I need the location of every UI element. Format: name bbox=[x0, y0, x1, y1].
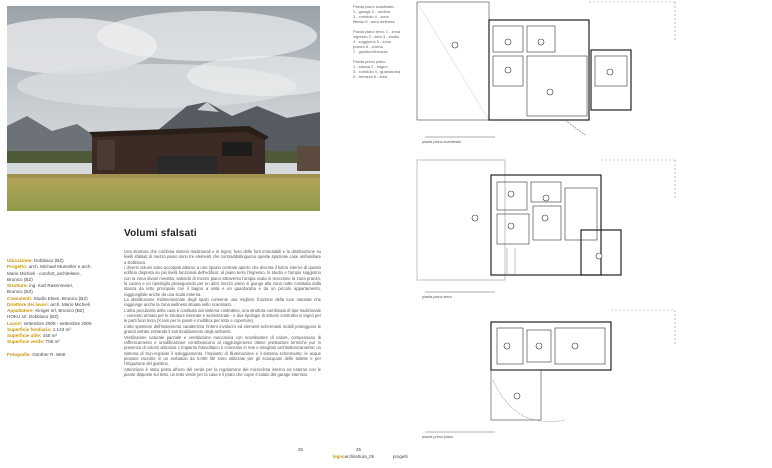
basement-plan bbox=[417, 2, 675, 137]
body-paragraph: La distribuzione tridimensionale degli spazi consente una migliore fruizione della luce naturale che raggiunge anche la zona wellness situata nello scantinato. bbox=[124, 297, 321, 308]
article-body bbox=[124, 249, 321, 377]
metadata-label: Superficie utile: bbox=[7, 333, 42, 338]
metadata-line bbox=[7, 339, 111, 345]
metadata-label: Consulenti: bbox=[7, 295, 33, 301]
legend-line: 3 - corridoio 4 - zona bbox=[353, 14, 389, 19]
metadata-value: ing. Karl Rasenmeier, bbox=[27, 283, 74, 288]
legend-line: Pianta primo piano: bbox=[353, 59, 387, 64]
brand-architettura: architettura_05 bbox=[344, 454, 375, 459]
metadata-value: Dobbiaco (BZ) bbox=[32, 258, 64, 263]
photo-credit bbox=[7, 352, 111, 358]
plan-label-ground: pianta piano terra bbox=[422, 295, 452, 299]
metadata-label: Ubicazione: bbox=[7, 258, 33, 263]
legend-line: 7 - giardino/terrazza bbox=[353, 49, 388, 54]
metadata-label: Appaltatore: bbox=[7, 308, 35, 313]
metadata-label: Superficie fondiaria: bbox=[7, 326, 52, 332]
metadata-value: Mario Michieli - comfort_architekten, bbox=[7, 270, 81, 276]
credit-label: Fotografie: bbox=[7, 351, 31, 357]
legend-line: Pianta piano terra: 1 - zona bbox=[353, 29, 400, 34]
brand-legno: legno bbox=[333, 454, 345, 459]
floor-plans bbox=[415, 0, 720, 463]
first-floor-plan bbox=[425, 310, 675, 432]
credit-value: Günther R. Wett bbox=[31, 351, 66, 357]
metadata-value: HOKU srl, Dobbiaco (BZ) bbox=[7, 314, 59, 320]
legend-line: 4 - soggiorno 5 - zona bbox=[353, 39, 391, 44]
legend-line: Pianta piano scantinato: bbox=[353, 4, 395, 9]
body-paragraph: Attenzione è stata posta all'uso del verde per la regolazione del microclima interno ed esterno con le piante disposte sul tetto, un tetto verde per la casa e il prato che copre il solaio del garage interrato. bbox=[124, 366, 321, 377]
metadata-value: arch. Mario Michieli bbox=[49, 301, 90, 307]
body-paragraph: L'alto spessore dell'isolamento caratterizza l'intero involucro ed elementi schermanti mobili proteggono le grandi vetrate entrando il surriscaldamento degli ambienti. bbox=[124, 323, 321, 335]
metadata-label: Superficie verde: bbox=[7, 339, 45, 345]
legend-group bbox=[353, 59, 415, 79]
section-label: progetti bbox=[393, 454, 408, 459]
plan-legend bbox=[353, 4, 415, 84]
magazine-brand bbox=[333, 454, 374, 459]
metadata-label: Progetto: bbox=[7, 264, 28, 270]
body-paragraph: L'altra peculiarità della casa è costituita dal sistema costruttivo, una struttura combinata di tipo tradizionale - cemento armato per le strutture interrate e seminterrate - e due tipologie di sistemi costruttivi in legno per le parti fuori terra (X-lam per le pareti e multibox per tetto e coperture). bbox=[124, 307, 321, 324]
metadata-label: Direttore dei lavori: bbox=[7, 301, 50, 307]
metadata-value: 706 m² bbox=[44, 339, 60, 345]
metadata-value: Brunico (BZ) bbox=[7, 289, 33, 295]
plan-label-first: pianta primo piano bbox=[422, 435, 454, 439]
legend-line: ingresso 2 - atrio 3 - studio bbox=[353, 34, 400, 39]
body-paragraph: I diversi volumi sono accorpati attorno a uno spazio centrale aperto che diventa il fulcro interno di questo edificio disposto su più livelli funzionali dell'edificio: al piano terra l'ingresso, lo studio e l'ampio soggiorno con la zona divani rivestita; salendo di mezzo piano attraverso l'ampia scala in recezione la zona pranzo, la cucina e un ripostiglio proseguendo per un altro mezzo piano si giunge alla zona notte costituita dalla stanza da letto principale con il bagno a vista e un guardaroba e da un piccolo appartamento, raggiungibile anche da una scala esterna. bbox=[124, 265, 321, 297]
legend-line: 5 - terrazza 6 - area bbox=[353, 74, 388, 79]
page-number-right: 25 bbox=[356, 447, 361, 452]
metadata-value: 445 m² bbox=[41, 333, 58, 338]
metadata-value: Kiniger srl, Brunico (BZ) bbox=[34, 308, 85, 313]
legend-line: 3 - corridoio 4 - guardaroba bbox=[353, 69, 401, 74]
project-metadata bbox=[7, 258, 111, 358]
legend-line: fitness 5 - area wellness bbox=[353, 19, 395, 24]
body-paragraph: Ventilazione naturale parziale e ventilazione meccanica con scambiatore di calore, compensano di raffrescamento e umidificazione contribuiscono al raggiungimento ottime prestazioni termiche pur in presenza di volumi articolati. L'impianto fotovoltaico è connesso in rete e integrato architettonicamente; un sistema di Sun-regolare il soleggiamento, l'impianto di illuminazione e il sistema schermante; le acque piovane raccolte in un serbatoio da 5.000 litri sono utilizzate per gli sciacquoni delle toilette e per l'irrigazione del giardino. bbox=[124, 334, 321, 367]
metadata-value: Studio Elsen, Brunico (BZ) bbox=[32, 295, 88, 301]
metadata-label: Strutture: bbox=[7, 283, 28, 288]
body-paragraph: Una struttura che combina sistemi tradizionali e in legno; fuso delle forti immutabili e la distribuzione su livelli sfalsati di mezzo piano sono tre elementi che contraddistinguono queste spaziose case unifamiliare a Dobbiaco. bbox=[124, 249, 321, 265]
legend-line: 1 - garage 2 - cantina bbox=[353, 9, 390, 14]
legend-line: 1 - stanza 2 - bagno bbox=[353, 64, 388, 69]
metadata-value: settembre 2008 - settembre 2009 bbox=[22, 320, 92, 326]
article-title: Volumi sfalsati bbox=[124, 228, 197, 239]
legend-line: pranzo 6 - cucina bbox=[353, 44, 383, 49]
metadata-value: arch. Michael Mumelter e arch. bbox=[27, 264, 92, 270]
legend-group bbox=[353, 4, 415, 24]
ground-floor-plan bbox=[417, 160, 675, 292]
plan-label-basement: pianta piano scantinato bbox=[422, 140, 462, 144]
house-photo bbox=[7, 6, 320, 211]
metadata-label: Lavori: bbox=[7, 320, 23, 326]
page-number-left: 25 bbox=[298, 447, 303, 452]
metadata-value: Brunico (BZ) bbox=[7, 276, 33, 282]
legend-group bbox=[353, 29, 415, 54]
metadata-value: 1.143 m² bbox=[51, 326, 71, 332]
